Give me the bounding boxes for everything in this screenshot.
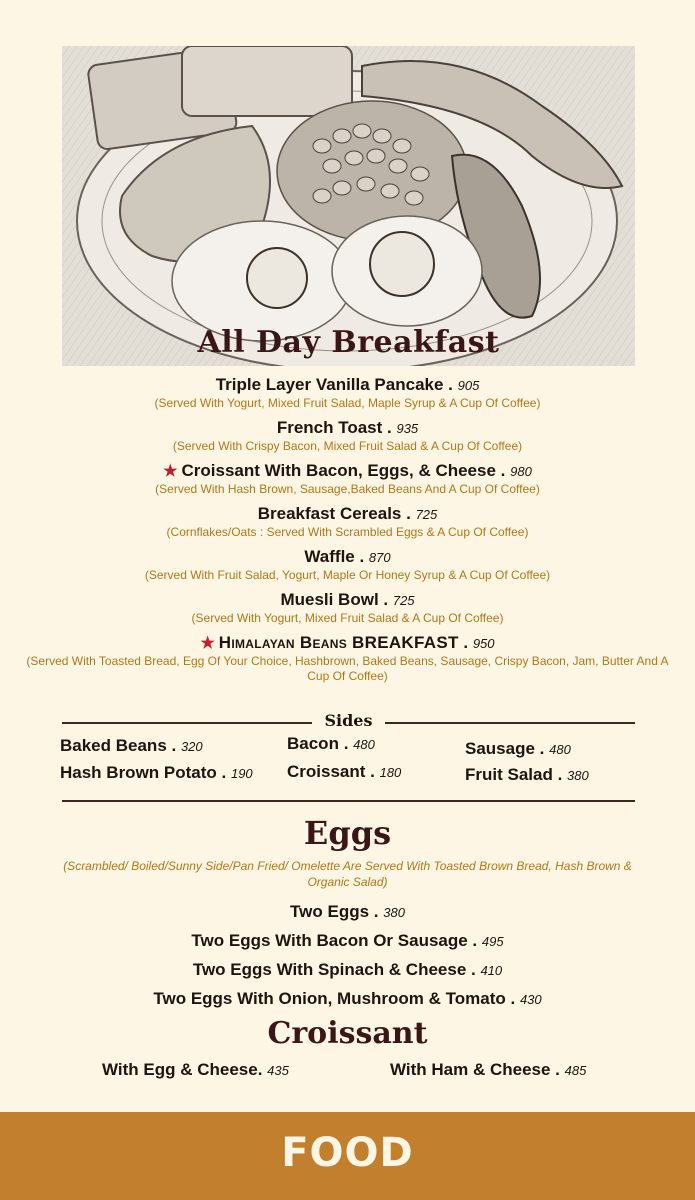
- item-price: 380: [567, 768, 589, 783]
- item-price: 190: [230, 766, 253, 781]
- divider: [62, 800, 635, 802]
- item-description: (Served With Yogurt, Mixed Fruit Salad, Maple Syrup & A Cup Of Coffee): [154, 396, 541, 410]
- item-description: (Served With Crispy Bacon, Mixed Fruit Salad & A Cup Of Coffee): [172, 439, 523, 453]
- item-name: Two Eggs: [290, 902, 370, 921]
- item-name: Croissant With Bacon, Eggs, & Cheese: [181, 461, 496, 480]
- menu-item[interactable]: Triple Layer Vanilla Pancake . 905 (Served With Yogurt, Mixed Fruit Salad, Maple Syrup & A Cup Of Coffee): [20, 374, 675, 411]
- menu-item[interactable]: ★ Croissant With Bacon, Eggs, & Cheese . 980 (Served With Hash Brown, Sausage,Baked Beans And A Cup Of Coffee): [20, 460, 675, 497]
- item-price: 725: [415, 507, 438, 522]
- item-price: 430: [519, 992, 542, 1007]
- section-title-all-day-breakfast: All Day Breakfast: [197, 325, 500, 360]
- item-description: (Served With Hash Brown, Sausage,Baked Beans And A Cup Of Coffee): [155, 482, 540, 496]
- menu-item[interactable]: Breakfast Cereals . 725 (Cornflakes/Oats : Served With Scrambled Eggs & A Cup Of Coffee): [20, 503, 675, 540]
- section-title-eggs: Eggs: [303, 814, 392, 852]
- item-description: (Served With Toasted Bread, Egg Of Your Choice, Hashbrown, Baked Beans, Sausage, Crispy Bacon, Jam, Butter And A Cup Of Coffee): [26, 654, 669, 683]
- item-description: (Cornflakes/Oats : Served With Scrambled Eggs & A Cup Of Coffee): [166, 525, 529, 539]
- menu-item[interactable]: French Toast . 935 (Served With Crispy Bacon, Mixed Fruit Salad & A Cup Of Coffee): [20, 417, 675, 454]
- divider: [385, 722, 635, 724]
- item-name: Baked Beans: [60, 736, 167, 755]
- item-name: Hash Brown Potato: [60, 763, 217, 782]
- menu-item[interactable]: Waffle . 870 (Served With Fruit Salad, Yogurt, Maple Or Honey Syrup & A Cup Of Coffee): [20, 546, 675, 583]
- breakfast-plate-sketch: [62, 46, 635, 366]
- item-price: 480: [353, 737, 375, 752]
- side-item[interactable]: Sausage . 480: [465, 739, 571, 758]
- menu-item[interactable]: Two Eggs With Bacon Or Sausage . 495: [191, 931, 504, 950]
- item-name: Two Eggs With Onion, Mushroom & Tomato: [153, 989, 506, 1008]
- sides-list: [60, 736, 640, 792]
- item-price: 950: [472, 636, 495, 651]
- side-item[interactable]: Croissant . 180: [287, 762, 402, 781]
- item-price: 410: [480, 963, 503, 978]
- item-description: (Served With Yogurt, Mixed Fruit Salad & A Cup Of Coffee): [191, 611, 504, 625]
- side-item[interactable]: Baked Beans . 320: [60, 736, 203, 755]
- item-name: Triple Layer Vanilla Pancake: [215, 375, 444, 394]
- item-name: Sausage: [465, 739, 535, 758]
- menu-item[interactable]: Muesli Bowl . 725 (Served With Yogurt, Mixed Fruit Salad & A Cup Of Coffee): [20, 589, 675, 626]
- item-description: (Served With Fruit Salad, Yogurt, Maple Or Honey Syrup & A Cup Of Coffee): [144, 568, 551, 582]
- item-name: With Egg & Cheese.: [102, 1060, 263, 1079]
- item-price: 905: [457, 378, 480, 393]
- menu-item[interactable]: With Ham & Cheese . 485: [390, 1060, 587, 1079]
- item-price: 380: [383, 905, 405, 920]
- item-price: 870: [368, 550, 391, 565]
- item-name: Two Eggs With Bacon Or Sausage: [191, 931, 468, 950]
- item-name: Muesli Bowl: [280, 590, 379, 609]
- side-item[interactable]: Bacon . 480: [287, 734, 375, 753]
- footer-label: FOOD: [281, 1130, 414, 1176]
- menu-item[interactable]: Two Eggs With Spinach & Cheese . 410: [192, 960, 503, 979]
- item-price: 725: [392, 593, 415, 608]
- hero-image: [62, 46, 635, 366]
- item-name: Waffle: [304, 547, 355, 566]
- item-name: Fruit Salad: [465, 765, 553, 784]
- item-price: 935: [396, 421, 419, 436]
- sides-title: Sides: [324, 711, 373, 730]
- footer-bar: [0, 1112, 695, 1200]
- eggs-description: (Scrambled/ Boiled/Sunny Side/Pan Fried/ Omelette Are Served With Toasted Brown Bread, Hash Brown & Organic Salad): [63, 859, 632, 889]
- item-name: Croissant: [287, 762, 366, 781]
- menu-item[interactable]: ★ Himalayan Beans BREAKFAST . 950 (Served With Toasted Bread, Egg Of Your Choice, Hashbrown, Baked Beans, Sausage, Crispy Bacon, Jam, Butter And A Cup Of Coffee): [20, 632, 675, 684]
- eggs-list: [0, 898, 695, 1014]
- menu-item[interactable]: Two Eggs . 380: [290, 902, 405, 921]
- star-icon: ★: [200, 635, 215, 652]
- side-item[interactable]: Hash Brown Potato . 190: [60, 763, 253, 782]
- item-price: 320: [180, 739, 203, 754]
- item-price: 180: [379, 765, 402, 780]
- item-price: 980: [510, 464, 532, 479]
- item-name: With Ham & Cheese: [390, 1060, 551, 1079]
- item-price: 480: [549, 742, 571, 757]
- section-title-croissant: Croissant: [267, 1016, 428, 1051]
- item-name: Breakfast Cereals: [257, 504, 402, 523]
- item-price: 485: [564, 1063, 587, 1078]
- item-name: French Toast: [276, 418, 383, 437]
- side-item[interactable]: Fruit Salad . 380: [465, 765, 589, 784]
- star-icon: ★: [163, 463, 178, 480]
- item-name: Two Eggs With Spinach & Cheese: [192, 960, 467, 979]
- item-name: Himalayan Beans BREAKFAST: [218, 633, 459, 652]
- item-price: 495: [481, 934, 504, 949]
- item-name: Bacon: [287, 734, 339, 753]
- menu-item[interactable]: Two Eggs With Onion, Mushroom & Tomato . 430: [153, 989, 542, 1008]
- croissant-list: [0, 1060, 695, 1084]
- item-price: 435: [267, 1063, 289, 1078]
- menu-item[interactable]: [102, 1060, 289, 1080]
- sides-heading: [62, 711, 635, 733]
- breakfast-list: [20, 374, 675, 690]
